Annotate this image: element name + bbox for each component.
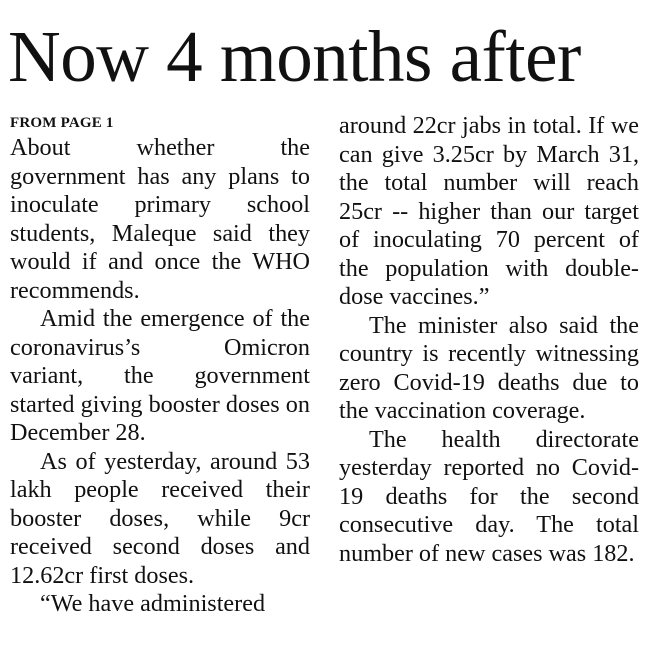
paragraph: around 22cr jabs in total. If we can give 3.25cr by March 31, the total number will reach 25cr -- higher than our target of inoculating 70 percent of the population with double-dose vaccines.” — [339, 112, 639, 310]
paragraph: As of yesterday, around 53 lakh people received their booster doses, while 9cr received second doses and 12.62cr first doses. — [10, 447, 310, 589]
continuation-kicker: FROM PAGE 1 — [10, 115, 114, 131]
article-column-right — [339, 112, 639, 568]
paragraph: Amid the emergence of the coronavirus’s Omicron variant, the government started giving booster doses on December 28. — [10, 305, 310, 446]
headline: Now 4 months after — [8, 16, 581, 97]
article-column-left — [10, 112, 310, 619]
paragraph: About whether the government has any plans to inoculate primary school students, Maleque said they would if and once the WHO recommends. — [10, 134, 310, 304]
paragraph: “We have administered — [40, 590, 266, 617]
paragraph: The health directorate yesterday reported no Covid-19 deaths for the second consecutive day. The total number of new cases was 182. — [339, 425, 639, 567]
paragraph: The minister also said the country is recently witnessing zero Covid-19 deaths due to the vaccination coverage. — [339, 311, 639, 424]
